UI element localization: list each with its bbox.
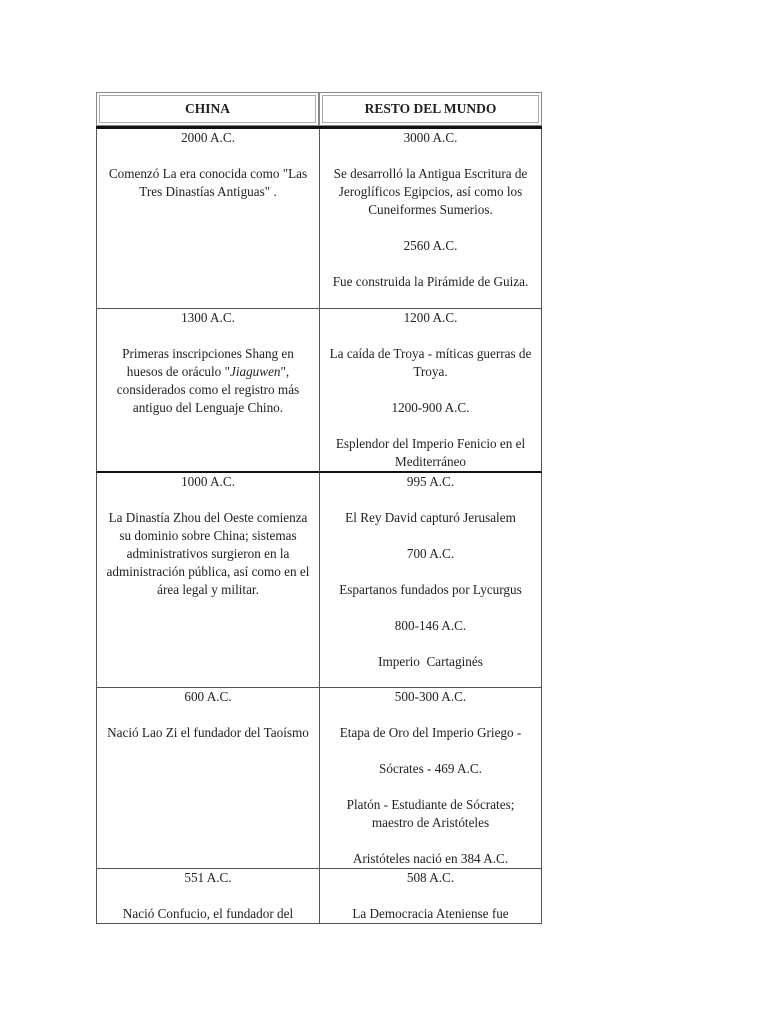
year-label: 600 A.C. bbox=[184, 689, 232, 704]
event-text: Esplendor del Imperio Fenicio en el Mediterráneo bbox=[335, 436, 526, 469]
year-label: 700 A.C. bbox=[406, 546, 455, 561]
event-text: Nació Confucio, el fundador del bbox=[122, 906, 294, 921]
year-label: 1200-900 A.C. bbox=[391, 400, 470, 415]
table-row bbox=[96, 473, 542, 688]
world-cell bbox=[319, 688, 542, 869]
header-china: CHINA bbox=[96, 92, 319, 126]
china-cell bbox=[96, 869, 319, 924]
event-text: Nació Lao Zi el fundador del Taoísmo bbox=[107, 725, 309, 740]
emphasis-text: Jiaguwen bbox=[229, 364, 281, 379]
china-cell bbox=[96, 129, 319, 309]
year-label: 1200 A.C. bbox=[403, 310, 458, 325]
year-label: 995 A.C. bbox=[406, 474, 455, 489]
event-text: Sócrates - 469 A.C. bbox=[379, 761, 482, 776]
table-row bbox=[96, 129, 542, 309]
event-text: La caída de Troya - míticas guerras de Troya. bbox=[329, 346, 532, 379]
year-label: 800-146 A.C. bbox=[394, 618, 467, 633]
china-cell bbox=[96, 473, 319, 688]
china-cell bbox=[96, 688, 319, 869]
event-text: La Dinastía Zhou del Oeste comienza su dominio sobre China; sistemas administrativos surgieron en la administración pública, así como en el área legal y militar. bbox=[106, 510, 310, 597]
event-text: Espartanos fundados por Lycurgus bbox=[339, 582, 522, 597]
event-text: Etapa de Oro del Imperio Griego - bbox=[339, 725, 522, 740]
year-label: 500-300 A.C. bbox=[394, 689, 467, 704]
event-text: Aristóteles nació en 384 A.C. bbox=[352, 851, 509, 866]
header-row bbox=[96, 92, 542, 126]
world-cell bbox=[319, 129, 542, 309]
table-row bbox=[96, 309, 542, 473]
china-cell bbox=[96, 309, 319, 473]
event-text: Comenzó La era conocida como "Las Tres Dinastías Antiguas" . bbox=[108, 166, 308, 199]
event-text: Se desarrolló la Antigua Escritura de Jeroglíficos Egipcios, así como los Cuneiformes Sumerios. bbox=[333, 166, 528, 217]
event-text: El Rey David capturó Jerusalem bbox=[345, 510, 516, 525]
year-label: 508 A.C. bbox=[406, 870, 455, 885]
world-cell bbox=[319, 309, 542, 473]
world-cell bbox=[319, 869, 542, 924]
year-label: 2560 A.C. bbox=[403, 238, 458, 253]
header-world: RESTO DEL MUNDO bbox=[319, 92, 542, 126]
year-label: 2000 A.C. bbox=[181, 130, 235, 145]
table-row bbox=[96, 869, 542, 924]
event-text: Fue construida la Pirámide de Guiza. bbox=[332, 274, 529, 289]
year-label: 3000 A.C. bbox=[403, 130, 458, 145]
year-label: 1300 A.C. bbox=[181, 310, 235, 325]
world-cell bbox=[319, 473, 542, 688]
event-text: Primeras inscripciones Shang en huesos de oráculo "Jiaguwen", considerados como el registro más antiguo del Lenguaje Chino. bbox=[116, 346, 300, 415]
year-label: 1000 A.C. bbox=[181, 474, 235, 489]
timeline-table bbox=[96, 92, 542, 924]
year-label: 551 A.C. bbox=[184, 870, 232, 885]
table-row bbox=[96, 688, 542, 869]
event-text: Platón - Estudiante de Sócrates; maestro de Aristóteles bbox=[346, 797, 515, 830]
event-text: Imperio Cartaginés bbox=[378, 654, 483, 669]
event-text: La Democracia Ateniense fue bbox=[352, 906, 509, 921]
